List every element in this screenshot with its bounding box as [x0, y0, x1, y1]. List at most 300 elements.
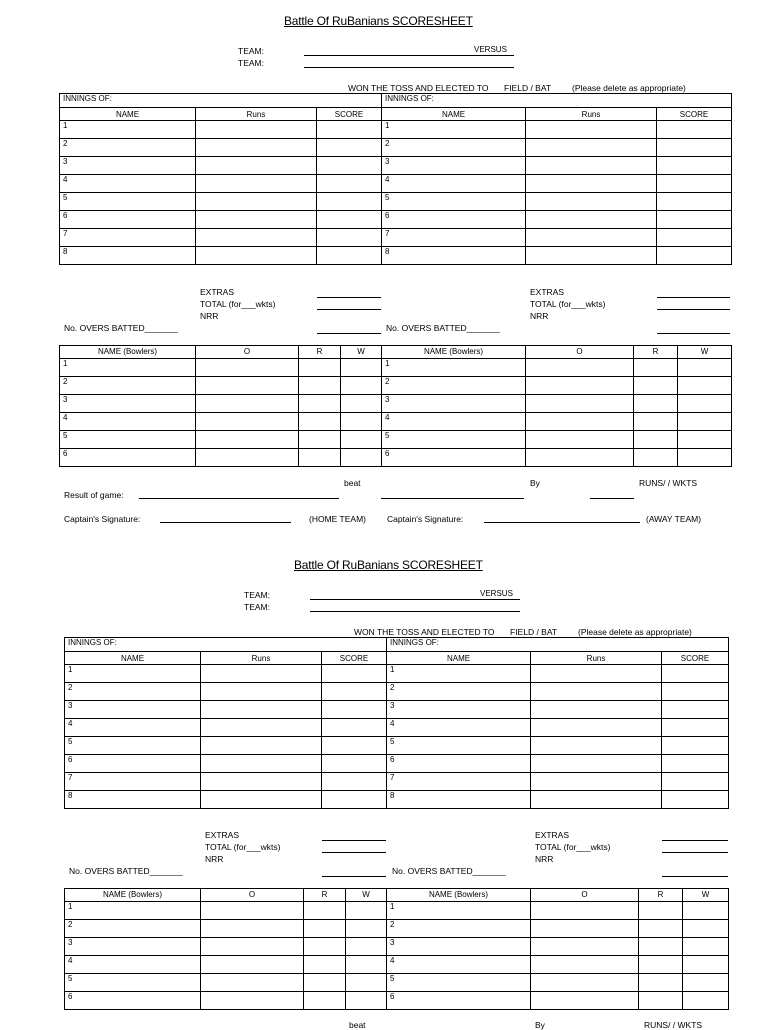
cell[interactable]	[526, 175, 657, 193]
cell[interactable]	[683, 992, 729, 1010]
row-number: 8	[60, 247, 196, 265]
table-row	[60, 377, 732, 395]
innings-of-right: INNINGS OF:	[382, 94, 732, 108]
row-number: 3	[65, 938, 201, 956]
cell[interactable]	[678, 377, 732, 395]
cell[interactable]	[634, 359, 678, 377]
total-label-left: TOTAL (for___wkts)	[205, 842, 281, 852]
row-number: 5	[65, 974, 201, 992]
cell[interactable]	[662, 683, 729, 701]
col-overs: O	[201, 889, 304, 902]
cell[interactable]	[662, 665, 729, 683]
delete-note: (Please delete as appropriate)	[572, 83, 686, 93]
col-overs: O	[196, 346, 299, 359]
row-number: 4	[65, 719, 201, 737]
cell[interactable]	[196, 413, 299, 431]
cell[interactable]	[634, 377, 678, 395]
table-row	[60, 121, 732, 139]
table-row	[65, 665, 729, 683]
row-number: 5	[60, 193, 196, 211]
row-number: 3	[65, 701, 201, 719]
extras-line-left[interactable]	[317, 297, 381, 298]
result-winner-line[interactable]	[139, 498, 339, 499]
beat-label: beat	[349, 1020, 366, 1030]
cell[interactable]	[662, 737, 729, 755]
runs-wkts-label: RUNS/ / WKTS	[639, 478, 698, 488]
cell[interactable]	[634, 395, 678, 413]
cell[interactable]	[639, 956, 683, 974]
row-number: 6	[382, 449, 526, 467]
col-bowler-name: NAME (Bowlers)	[387, 889, 531, 902]
captain-signature-home-label: Captain's Signature:	[64, 514, 141, 524]
row-number: 8	[387, 791, 531, 809]
row-number: 6	[65, 755, 201, 773]
overs-batted-right[interactable]: No. OVERS BATTED_______	[392, 866, 506, 876]
cell[interactable]	[531, 992, 639, 1010]
cell[interactable]	[526, 193, 657, 211]
cell[interactable]	[196, 175, 317, 193]
toss-text: WON THE TOSS AND ELECTED TO	[354, 627, 495, 637]
nrr-line-left[interactable]	[322, 876, 386, 877]
cell[interactable]	[346, 992, 387, 1010]
sheet-title: Battle Of RuBanians SCORESHEET	[294, 558, 483, 572]
captain-signature-home-line[interactable]	[160, 522, 291, 523]
cell[interactable]	[196, 139, 317, 157]
table-row	[60, 449, 732, 467]
cell[interactable]	[322, 683, 387, 701]
result-loser-line[interactable]	[381, 498, 524, 499]
col-name: NAME	[60, 108, 196, 121]
cell[interactable]	[639, 938, 683, 956]
row-number: 3	[60, 157, 196, 175]
row-number: 1	[65, 902, 201, 920]
table-row	[60, 413, 732, 431]
cell[interactable]	[657, 247, 732, 265]
cell[interactable]	[196, 395, 299, 413]
cell[interactable]	[346, 920, 387, 938]
cell[interactable]	[299, 395, 341, 413]
versus-label: VERSUS	[474, 45, 507, 54]
cell[interactable]	[639, 974, 683, 992]
cell[interactable]	[196, 377, 299, 395]
total-line-right[interactable]	[662, 852, 728, 853]
cell[interactable]	[196, 211, 317, 229]
col-overs: O	[526, 346, 634, 359]
nrr-line-right[interactable]	[662, 876, 728, 877]
cell[interactable]	[662, 791, 729, 809]
row-number: 7	[382, 229, 526, 247]
cell[interactable]	[526, 157, 657, 175]
row-number: 1	[60, 359, 196, 377]
cell[interactable]	[657, 175, 732, 193]
row-number: 3	[387, 701, 531, 719]
result-label: Result of game:	[64, 490, 124, 500]
cell[interactable]	[662, 701, 729, 719]
table-row	[65, 755, 729, 773]
cell[interactable]	[526, 413, 634, 431]
cell[interactable]	[531, 701, 662, 719]
captain-signature-away-label: Captain's Signature:	[387, 514, 464, 524]
cell[interactable]	[531, 665, 662, 683]
col-runs: R	[299, 346, 341, 359]
cell[interactable]	[634, 449, 678, 467]
cell[interactable]	[526, 211, 657, 229]
row-number: 5	[65, 737, 201, 755]
table-row	[60, 157, 732, 175]
cell[interactable]	[346, 938, 387, 956]
cell[interactable]	[678, 413, 732, 431]
table-row	[60, 175, 732, 193]
col-runs: R	[304, 889, 346, 902]
scoresheet-2	[0, 544, 768, 1030]
row-number: 2	[60, 377, 196, 395]
overs-batted-left[interactable]: No. OVERS BATTED_______	[69, 866, 183, 876]
cell[interactable]	[526, 229, 657, 247]
cell[interactable]	[299, 377, 341, 395]
cell[interactable]	[346, 902, 387, 920]
cell[interactable]	[526, 359, 634, 377]
cell[interactable]	[201, 974, 304, 992]
cell[interactable]	[201, 992, 304, 1010]
cell[interactable]	[201, 665, 322, 683]
col-runs: Runs	[531, 652, 662, 665]
cell[interactable]	[299, 359, 341, 377]
col-score: SCORE	[662, 652, 729, 665]
batting-table	[64, 637, 729, 809]
table-row	[60, 247, 732, 265]
cell[interactable]	[304, 956, 346, 974]
overs-batted-left[interactable]: No. OVERS BATTED_______	[64, 323, 178, 333]
cell[interactable]	[304, 920, 346, 938]
field-bat-choice[interactable]: FIELD / BAT	[510, 627, 558, 637]
cell[interactable]	[196, 247, 317, 265]
overs-batted-right[interactable]: No. OVERS BATTED_______	[386, 323, 500, 333]
col-name: NAME	[382, 108, 526, 121]
row-number: 6	[387, 992, 531, 1010]
cell[interactable]	[657, 121, 732, 139]
cell[interactable]	[304, 902, 346, 920]
cell[interactable]	[531, 791, 662, 809]
row-number: 8	[65, 791, 201, 809]
cell[interactable]	[346, 956, 387, 974]
extras-label-right: EXTRAS	[530, 287, 565, 297]
cell[interactable]	[639, 992, 683, 1010]
total-line-left[interactable]	[317, 309, 381, 310]
cell[interactable]	[678, 359, 732, 377]
table-row	[65, 902, 729, 920]
cell[interactable]	[657, 229, 732, 247]
innings-of-left: INNINGS OF:	[65, 638, 387, 652]
cell[interactable]	[531, 974, 639, 992]
extras-line-left[interactable]	[322, 840, 386, 841]
extras-label-left: EXTRAS	[200, 287, 235, 297]
cell[interactable]	[304, 938, 346, 956]
cell[interactable]	[526, 247, 657, 265]
col-runs: Runs	[201, 652, 322, 665]
total-label-left: TOTAL (for___wkts)	[200, 299, 276, 309]
table-row	[65, 701, 729, 719]
table-row	[65, 737, 729, 755]
cell[interactable]	[662, 773, 729, 791]
row-number: 4	[387, 719, 531, 737]
cell[interactable]	[317, 121, 382, 139]
col-wickets: W	[683, 889, 729, 902]
team-2-line[interactable]	[304, 67, 514, 68]
cell[interactable]	[322, 665, 387, 683]
table-row	[65, 683, 729, 701]
team-label-1: TEAM:	[244, 590, 270, 600]
cell[interactable]	[322, 755, 387, 773]
cell[interactable]	[526, 431, 634, 449]
cell[interactable]	[683, 956, 729, 974]
row-number: 4	[382, 175, 526, 193]
cell[interactable]	[341, 413, 382, 431]
team-label-2: TEAM:	[238, 58, 264, 68]
table-row	[60, 193, 732, 211]
cell[interactable]	[531, 920, 639, 938]
row-number: 6	[60, 211, 196, 229]
col-wickets: W	[341, 346, 382, 359]
cell[interactable]	[683, 920, 729, 938]
cell[interactable]	[322, 737, 387, 755]
row-number: 4	[382, 413, 526, 431]
cell[interactable]	[341, 377, 382, 395]
cell[interactable]	[526, 395, 634, 413]
cell[interactable]	[317, 139, 382, 157]
cell[interactable]	[196, 359, 299, 377]
extras-line-right[interactable]	[657, 297, 730, 298]
cell[interactable]	[317, 157, 382, 175]
row-number: 5	[382, 193, 526, 211]
home-team-label: (HOME TEAM)	[309, 514, 366, 524]
cell[interactable]	[683, 902, 729, 920]
row-number: 7	[387, 773, 531, 791]
col-bowler-name: NAME (Bowlers)	[65, 889, 201, 902]
table-row	[60, 359, 732, 377]
cell[interactable]	[201, 902, 304, 920]
cell[interactable]	[322, 773, 387, 791]
total-line-left[interactable]	[322, 852, 386, 853]
table-row	[65, 791, 729, 809]
table-row	[60, 395, 732, 413]
bowling-table	[64, 888, 729, 1010]
cell[interactable]	[639, 920, 683, 938]
col-runs: R	[634, 346, 678, 359]
bowling-table	[59, 345, 732, 467]
cell[interactable]	[346, 974, 387, 992]
row-number: 6	[387, 755, 531, 773]
cell[interactable]	[531, 683, 662, 701]
captain-signature-away-line[interactable]	[484, 522, 640, 523]
cell[interactable]	[531, 755, 662, 773]
cell[interactable]	[196, 193, 317, 211]
cell[interactable]	[201, 737, 322, 755]
col-runs: Runs	[526, 108, 657, 121]
batting-table	[59, 93, 732, 265]
row-number: 2	[65, 920, 201, 938]
nrr-line-left[interactable]	[317, 333, 381, 334]
cell[interactable]	[531, 956, 639, 974]
innings-of-right: INNINGS OF:	[387, 638, 729, 652]
cell[interactable]	[341, 395, 382, 413]
runs-wkts-label: RUNS/ / WKTS	[644, 1020, 703, 1030]
total-label-right: TOTAL (for___wkts)	[535, 842, 611, 852]
row-number: 2	[65, 683, 201, 701]
table-row	[65, 974, 729, 992]
col-score: SCORE	[317, 108, 382, 121]
cell[interactable]	[657, 211, 732, 229]
cell[interactable]	[196, 449, 299, 467]
away-team-label: (AWAY TEAM)	[646, 514, 702, 524]
cell[interactable]	[531, 773, 662, 791]
row-number: 7	[65, 773, 201, 791]
row-number: 3	[60, 395, 196, 413]
cell[interactable]	[201, 920, 304, 938]
cell[interactable]	[341, 449, 382, 467]
row-number: 3	[382, 157, 526, 175]
cell[interactable]	[201, 773, 322, 791]
extras-label-right: EXTRAS	[535, 830, 570, 840]
col-score: SCORE	[322, 652, 387, 665]
cell[interactable]	[201, 755, 322, 773]
cell[interactable]	[299, 413, 341, 431]
col-score: SCORE	[657, 108, 732, 121]
innings-of-left: INNINGS OF:	[60, 94, 382, 108]
field-bat-choice[interactable]: FIELD / BAT	[504, 83, 552, 93]
total-label-right: TOTAL (for___wkts)	[530, 299, 606, 309]
cell[interactable]	[526, 377, 634, 395]
col-runs: R	[639, 889, 683, 902]
row-number: 6	[65, 992, 201, 1010]
cell[interactable]	[304, 992, 346, 1010]
cell[interactable]	[531, 902, 639, 920]
cell[interactable]	[317, 211, 382, 229]
cell[interactable]	[317, 193, 382, 211]
sheet-title: Battle Of RuBanians SCORESHEET	[284, 14, 473, 28]
row-number: 6	[60, 449, 196, 467]
nrr-label-right: NRR	[535, 854, 554, 864]
cell[interactable]	[201, 956, 304, 974]
row-number: 2	[387, 683, 531, 701]
row-number: 1	[60, 121, 196, 139]
cell[interactable]	[201, 701, 322, 719]
team-1-line[interactable]	[310, 599, 520, 600]
cell[interactable]	[317, 175, 382, 193]
table-row	[60, 229, 732, 247]
cell[interactable]	[662, 719, 729, 737]
col-bowler-name: NAME (Bowlers)	[60, 346, 196, 359]
table-row	[60, 139, 732, 157]
cell[interactable]	[657, 157, 732, 175]
cell[interactable]	[662, 755, 729, 773]
row-number: 1	[387, 665, 531, 683]
cell[interactable]	[683, 974, 729, 992]
cell[interactable]	[201, 719, 322, 737]
cell[interactable]	[526, 139, 657, 157]
row-number: 4	[60, 413, 196, 431]
table-row	[65, 773, 729, 791]
cell[interactable]	[322, 701, 387, 719]
nrr-line-right[interactable]	[657, 333, 730, 334]
row-number: 4	[65, 956, 201, 974]
cell[interactable]	[683, 938, 729, 956]
cell[interactable]	[678, 395, 732, 413]
cell[interactable]	[304, 974, 346, 992]
row-number: 2	[382, 377, 526, 395]
team-2-line[interactable]	[310, 611, 520, 612]
extras-label-left: EXTRAS	[205, 830, 240, 840]
nrr-label-left: NRR	[200, 311, 219, 321]
col-name: NAME	[387, 652, 531, 665]
cell[interactable]	[322, 791, 387, 809]
cell[interactable]	[634, 413, 678, 431]
cell[interactable]	[657, 193, 732, 211]
cell[interactable]	[196, 229, 317, 247]
team-label-1: TEAM:	[238, 46, 264, 56]
cell[interactable]	[531, 938, 639, 956]
row-number: 5	[387, 974, 531, 992]
cell[interactable]	[317, 247, 382, 265]
cell[interactable]	[322, 719, 387, 737]
delete-note: (Please delete as appropriate)	[578, 627, 692, 637]
cell[interactable]	[201, 938, 304, 956]
cell[interactable]	[634, 431, 678, 449]
cell[interactable]	[678, 431, 732, 449]
row-number: 2	[382, 139, 526, 157]
cell[interactable]	[317, 229, 382, 247]
cell[interactable]	[657, 139, 732, 157]
team-1-line[interactable]	[304, 55, 514, 56]
row-number: 7	[60, 229, 196, 247]
row-number: 4	[387, 956, 531, 974]
cell[interactable]	[526, 449, 634, 467]
cell[interactable]	[678, 449, 732, 467]
cell[interactable]	[196, 431, 299, 449]
table-row	[65, 920, 729, 938]
cell[interactable]	[201, 791, 322, 809]
row-number: 3	[387, 938, 531, 956]
cell[interactable]	[526, 121, 657, 139]
cell[interactable]	[341, 431, 382, 449]
result-margin-line[interactable]	[590, 498, 634, 499]
cell[interactable]	[531, 719, 662, 737]
table-row	[60, 431, 732, 449]
cell[interactable]	[531, 737, 662, 755]
row-number: 8	[382, 247, 526, 265]
cell[interactable]	[201, 683, 322, 701]
table-row	[65, 956, 729, 974]
cell[interactable]	[299, 449, 341, 467]
cell[interactable]	[639, 902, 683, 920]
row-number: 5	[382, 431, 526, 449]
row-number: 1	[382, 121, 526, 139]
team-label-2: TEAM:	[244, 602, 270, 612]
cell[interactable]	[299, 431, 341, 449]
row-number: 4	[60, 175, 196, 193]
total-line-right[interactable]	[657, 309, 730, 310]
cell[interactable]	[196, 121, 317, 139]
table-row	[60, 211, 732, 229]
col-bowler-name: NAME (Bowlers)	[382, 346, 526, 359]
cell[interactable]	[341, 359, 382, 377]
versus-label: VERSUS	[480, 589, 513, 598]
nrr-label-left: NRR	[205, 854, 224, 864]
row-number: 6	[382, 211, 526, 229]
cell[interactable]	[196, 157, 317, 175]
nrr-label-right: NRR	[530, 311, 549, 321]
extras-line-right[interactable]	[662, 840, 728, 841]
row-number: 5	[387, 737, 531, 755]
